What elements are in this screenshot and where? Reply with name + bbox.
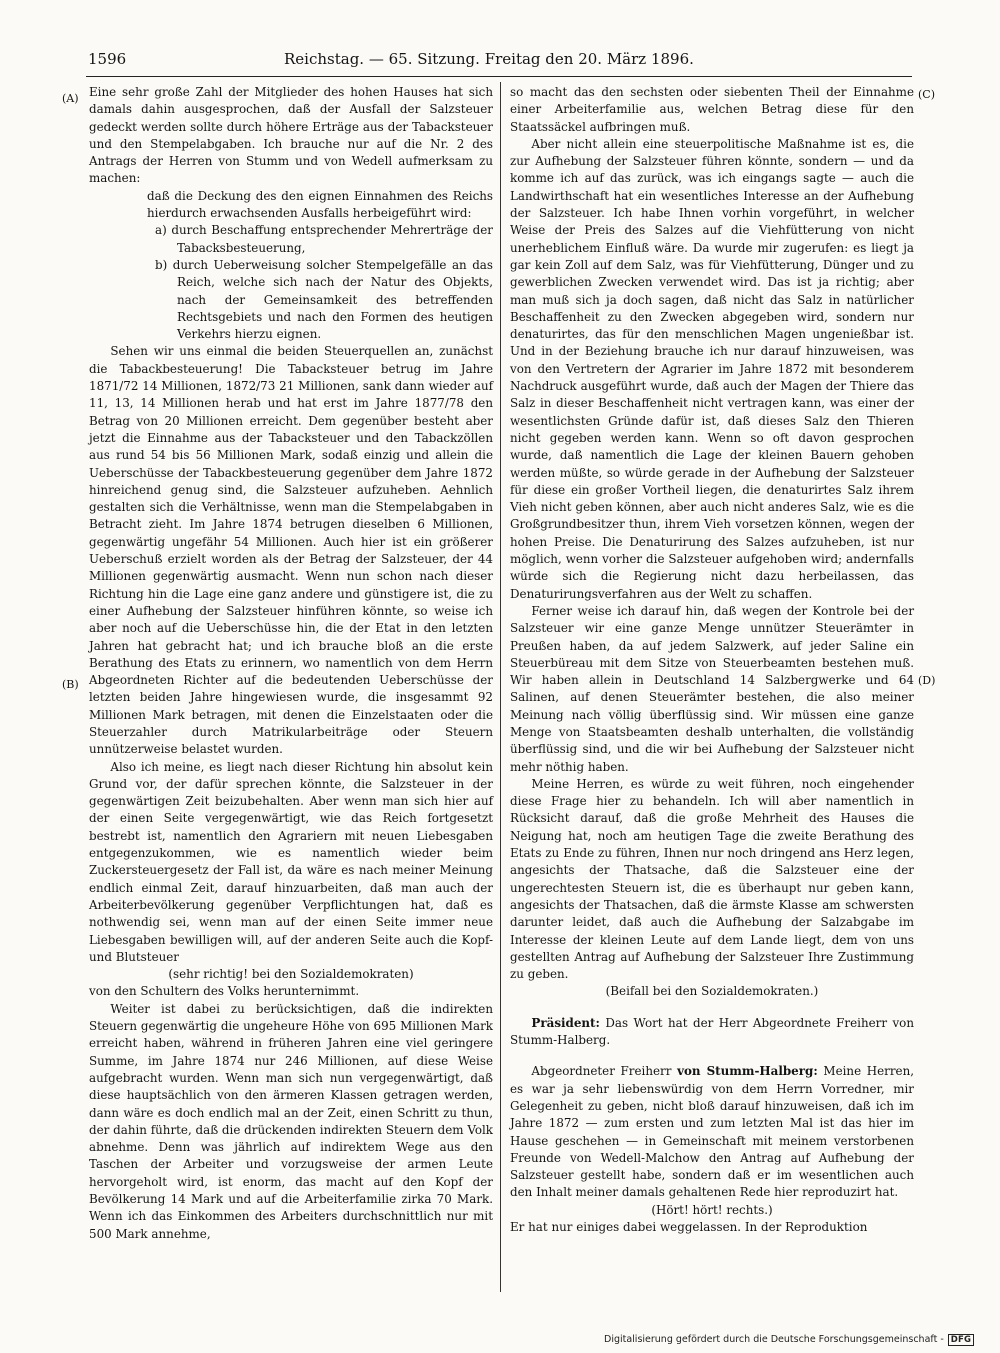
speaker-name: von Stumm-Halberg: xyxy=(677,1064,818,1079)
president-statement xyxy=(510,1015,914,1050)
paragraph: Eine sehr große Zahl der Mitglieder des hohen Hauses hat sich damals dahin ausgesprochen, daß der Ausfall der Salzsteuer gedeckt werden sollte durch höhere Erträge aus der Tabacksteuer und den Stempelabgaben. Ich brauche nur auf die Nr. 2 des Antrags der Herren von Stumm und von Wedell aufmerksam zu machen: xyxy=(89,85,493,186)
speaker-text: Meine Herren, es war ja sehr liebenswürdig von dem Herrn Vorredner, mir Gelegenheit zu geben, nicht bloß darauf hinzuweisen, daß ich im Jahre 1872 — zum ersten und zum letzten Mal ist das hier im Hause geschehen — in Gemeinschaft mit meinem verstorbenen Freunde von Wedell-Malchow den Antrag auf Aufhebung der Salzsteuer gestellt habe, sondern daß er im wesentlichen auch den Inhalt meiner damals gehaltenen Rede hier reproduzirt hat. xyxy=(510,1064,915,1200)
proposal-intro: daß die Deckung des den eignen Einnahmen des Reichs hierdurch erwachsenden Ausfalls herbeigeführt wird: xyxy=(147,188,493,221)
interjection: (sehr richtig! bei den Sozialdemokraten) xyxy=(168,967,414,982)
margin-marker-b: (B) xyxy=(62,678,79,691)
paragraph: Ferner weise ich darauf hin, daß wegen der Kontrole bei der Salzsteuer wir eine ganze Menge unnützer Steuerämter in Preußen haben, da auf jedem Salzwerk, auf jeder Saline ein Steuerbüreau mit dem Sitze von Steuerbeamten bestehen muß. Wir haben allein in Deutschland 14 Salzbergwerke und 64 Salinen, auf denen Steuerämter bestehen, die also meiner Meinung nach völlig überflüssig sind. Wir müssen eine ganze Menge von Staatsbeamten deshalb unterhalten, die vollständig überflüssig sind, und die wir bei Aufhebung der Salzsteuer nicht mehr nöthig haben. xyxy=(510,603,914,774)
running-title: Reichstag. — 65. Sitzung. Freitag den 20. März 1896. xyxy=(284,50,694,68)
margin-marker-a: (A) xyxy=(62,92,79,105)
footer-text: Digitalisierung gefördert durch die Deutsche Forschungsgemeinschaft - xyxy=(604,1334,944,1345)
paragraph: so macht das den sechsten oder siebenten Theil der Einnahme einer Arbeiterfamilie aus, welchen Betrag diese für den Staatssäckel aufbringen muß. xyxy=(510,85,914,134)
paragraph: Meine Herren, es würde zu weit führen, noch eingehender diese Frage hier zu behandeln. Ich will aber namentlich in Rücksicht darauf, daß die große Mehrheit des Hauses die Neigung hat, noch am heutigen Tage die zweite Berathung des Etats zu Ende zu führen, Ihnen nur noch dringend ans Herz legen, angesichts der Thatsache, daß die Salzsteuer eine der ungerechtesten Steuern ist, die es überhaupt nur geben kann, angesichts der Thatsachen, daß die ärmste Klasse am schwersten darunter leidet, daß auch die Aufhebung der Salzabgabe im Interesse der kleinen Leute auf dem Lande liegt, dem von uns gestellten Antrag auf Aufhebung der Salzsteuer Ihre Zustimmung zu geben. xyxy=(510,776,914,982)
interjection: (Hört! hört! rechts.) xyxy=(651,1202,773,1217)
dfg-logo: DFG xyxy=(948,1334,974,1346)
page-header xyxy=(88,50,908,76)
spacer xyxy=(510,1049,914,1063)
paragraph: Also ich meine, es liegt nach dieser Richtung hin absolut kein Grund vor, der dafür sprechen könnte, die Salzsteuer in der gegenwärtigen Zeit beizubehalten. Aber wenn man sich hier auf der einen Seite vergegenwärtigt, wie das Reich fortgesetzt bestrebt ist, namentlich den Agrariern mit neuen Liebesgaben entgegenzukommen, wie es namentlich wieder beim Zuckersteuergesetz der Fall ist, da wäre es nach meiner Meinung endlich einmal Zeit, darauf hinzuarbeiten, daß man auch der Arbeiterbevölkerung gegenüber Verpflichtungen hat, daß es nothwendig sei, wenn man auf der einen Seite immer neue Liebesgaben bewilligen will, auf der anderen Seite auch die Kopf- und Blutsteuer xyxy=(89,759,493,964)
right-column xyxy=(510,84,914,1236)
page-number: 1596 xyxy=(88,50,127,68)
speaker-prefix: Abgeordneter Freiherr xyxy=(531,1064,672,1079)
paragraph: Sehen wir uns einmal die beiden Steuerquellen an, zunächst die Tabackbesteuerung! Die Tabacksteuer betrug im Jahre 1871/72 14 Millionen, 1872/73 21 Millionen, sank dann wieder auf 11, 13, 14 Millionen herab und hat erst im Jahre 1877/78 den Betrag von 20 Millionen erreicht. Dem gegenüber besteht aber jetzt die Einnahme aus der Tabacksteuer und den Tabackzöllen aus rund 54 bis 56 Millionen Mark, sodaß einzig und allein die Ueberschüsse der Tabackbesteuerung gegenüber dem Jahre 1872 hinreichend genug sind, die Salzsteuer aufzuheben. Aehnlich gestalten sich die Verhältnisse, wenn man die Stempelabgaben in Betracht zieht. Im Jahre 1874 betrugen dieselben 6 Millionen, gegenwärtig ungefähr 54 Millionen. Auch hier ist ein größerer Ueberschuß erzielt worden als der Betrag der Salzsteuer, der 44 Millionen gegenwärtig ausmacht. Wenn nun schon nach dieser Richtung hin die Lage eine ganz andere und günstigere ist, die zu einer Aufhebung der Salzsteuer hinführen könnte, so weise ich aber noch auf die Ueberschüsse hin, die der Etat in den letzten Jahren hat gebracht hat; und ich brauche bloß an die erste Berathung des Etats zu erinnern, wo namentlich von dem Herrn Abgeordneten Richter auf die bedeutenden Ueberschüsse der letzten beiden Jahre hingewiesen wurde, die insgesammt 92 Millionen Mark betragen, mit denen die Einzelstaaten oder die Steuerzahler durch Matrikularbeiträge oder Steuern unnützerweise belastet wurden. xyxy=(89,344,493,757)
column-divider xyxy=(500,82,501,1292)
paragraph: Weiter ist dabei zu berücksichtigen, daß die indirekten Steuern gegenwärtig die ungeheure Höhe von 695 Millionen Mark erreicht haben, während in früheren Jahren eine viel geringere Summe, im Jahre 1874 nur 246 Millionen, auf diese Weise aufgebracht wurden. Wenn man sich nun vergegenwärtigt, daß diese hauptsächlich von den ärmeren Klassen getragen werden, dann wäre es doch endlich mal an der Zeit, einen Schritt zu thun, der dahin führte, daß die drückenden indirekten Steuern dem Volk abnehme. Denn was jährlich auf indirektem Wege aus den Taschen der Arbeiter und vorzugsweise der armen Leute hervorgeholt wird, ist enorm, das macht auf den Kopf der Bevölkerung 14 Mark und auf die Arbeiterfamilie zirka 70 Mark. Wenn ich das Einkommen des Arbeiters durchschnittlich nur mit 500 Mark annehme, xyxy=(89,1001,493,1241)
spacer xyxy=(510,1001,914,1015)
margin-marker-c: (C) xyxy=(918,88,935,101)
paragraph: von den Schultern des Volks herunternimmt. xyxy=(89,984,360,999)
proposal-item-a: a) durch Beschaffung entsprechender Mehrerträge der Tabacksbesteuerung, xyxy=(155,223,493,255)
president-label: Präsident: xyxy=(531,1015,600,1030)
footer-credit xyxy=(604,1334,974,1346)
proposal-item-b: b) durch Ueberweisung solcher Stempelgefälle an das Reich, welche sich nach der Natur des Objekts, nach der Gemeinsamkeit des betreffenden Rechtsgebiets und nach den Formen des heutigen Verkehrs hierzu eignen. xyxy=(155,257,493,342)
left-column xyxy=(89,84,493,1243)
president-text: Das Wort hat der Herr Abgeordnete Freiherr von Stumm-Halberg. xyxy=(510,1015,914,1048)
speaker-statement xyxy=(510,1063,914,1201)
margin-marker-d: (D) xyxy=(918,674,936,687)
header-rule xyxy=(86,76,912,77)
interjection: (Beifall bei den Sozialdemokraten.) xyxy=(605,984,819,999)
paragraph: Aber nicht allein eine steuerpolitische Maßnahme ist es, die zur Aufhebung der Salzsteuer führen könnte, sondern — und da komme ich auf das zurück, was ich eingangs sagte — auch die Landwirthschaft hat ein wesentliches Interesse an der Aufhebung der Salzsteuer. Ich habe Ihnen vorhin vorgeführt, in welcher Weise der Preis des Salzes auf die Viehfütterung von nicht unerheblichem Einfluß wäre. Da wurde mir zugerufen: es liegt ja gar kein Zoll auf dem Salz, was für Viehfütterung, Dünger und zu gewerblichen Zwecken verwendet wird. Das ist ja richtig; aber man muß sich ja doch sagen, daß nicht das Salz in natürlicher Beschaffenheit zu den Zwecken abgegeben wird, sondern nur denaturirtes, das für den menschlichen Magen ungenießbar ist. Und in der Beziehung brauche ich nur darauf hinzuweisen, was von den Vertretern der Agrarier im Jahre 1872 mit besonderem Nachdruck ausgeführt wurde, daß auch der Magen der Thiere das Salz in dieser Beschaffenheit nicht vertragen kann, was einer der wesentlichsten Gründe dafür ist, daß dieses Salz den Thieren nicht gegeben werden kann. Wenn so oft davon gesprochen wurde, daß namentlich die Lage der kleinen Bauern gehoben werden müßte, so würde gerade in der Aufhebung der Salzsteuer für diese ein großer Vortheil liegen, die denaturirtes Salz ihrem Vieh nicht geben können, aber auch nicht anderes Salz, wie es die Großgrundbesitzer thun, ihrem Vieh vorsetzen können, wegen der hohen Preise. Die Denaturirung des Salzes aufzuheben, ist nur möglich, wenn vorher die Salzsteuer aufgehoben wird; andernfalls würde sich die Regierung nicht dazu herbeilassen, das Denaturirungsverfahren aus der Welt zu schaffen. xyxy=(510,136,914,601)
paragraph: Er hat nur einiges dabei weggelassen. In der Reproduktion xyxy=(510,1220,868,1234)
